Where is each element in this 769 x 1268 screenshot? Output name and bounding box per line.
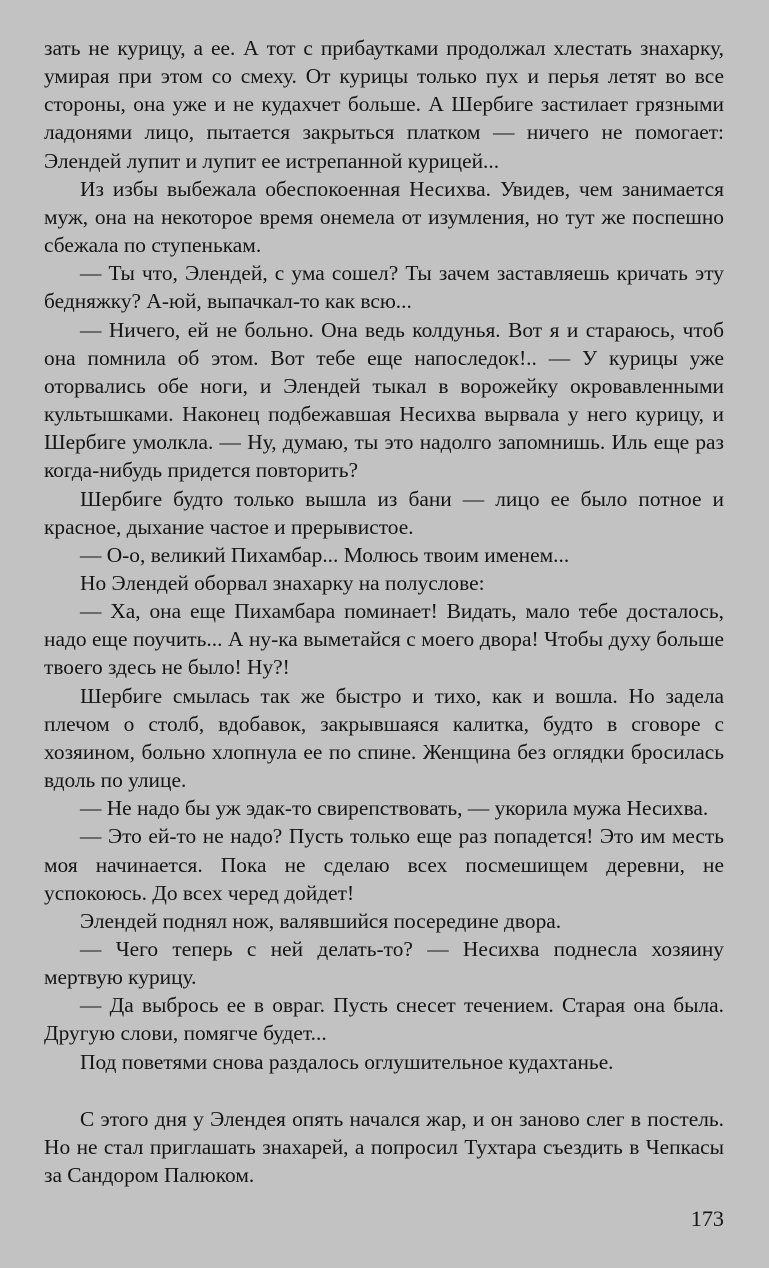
- paragraph: Из избы выбежала обеспокоенная Несихва. Увидев, чем занимается муж, она на некоторое время онемела от изумления, но тут же поспешно сбежала по ступенькам.: [44, 176, 724, 258]
- paragraph: С этого дня у Элендея опять начался жар, и он заново слег в постель. Но не стал приглашать знахарей, а попросил Тухтара съездить в Чепкасы за Сандором Палюком.: [44, 1106, 724, 1188]
- paragraph: зать не курицу, а ее. А тот с прибаутками продолжал хлестать знахарку, умирая при этом со смеху. От курицы только пух и перья летят во все стороны, она уже и не кудахчет больше. А Шербиге застилает грязными ладонями лицо, пытается закрыться платком — ничего не помогает: Элендей лупит и лупит ее истрепанной курицей...: [44, 36, 724, 173]
- paragraph: — Чего теперь с ней делать-то? — Несихва поднесла хозяину мертвую курицу.: [44, 937, 724, 990]
- paragraph: Под поветями снова раздалось оглушительное кудахтанье.: [80, 1049, 614, 1074]
- body-text: [44, 34, 724, 1189]
- paragraph: — Ничего, ей не больно. Она ведь колдунья. Вот я и стараюсь, чтоб она помнила об этом. Вот тебе еще напоследок!.. — У курицы уже оторвались обе ноги, и Элендей тыкал в ворожейку окровавленными культышками. Наконец подбежавшая Несихва вырвала у него курицу, и Шербиге умолкла. — Ну, думаю, ты это надолго запомнишь. Иль еще раз когда-нибудь придется повторить?: [44, 317, 724, 483]
- paragraph: — Ты что, Элендей, с ума сошел? Ты зачем заставляешь кричать эту бедняжку? А-юй, выпачкал-то как всю...: [44, 261, 724, 314]
- paragraph: — Да выбрось ее в овраг. Пусть снесет течением. Старая она была. Другую слови, помягче будет...: [44, 993, 724, 1046]
- paragraph: — О-о, великий Пихамбар... Молюсь твоим именем...: [80, 542, 570, 567]
- paragraph: — Не надо бы уж эдак-то свирепствовать, — укорила мужа Несихва.: [80, 796, 709, 821]
- page-number: 173: [690, 1206, 724, 1231]
- paragraph: Шербиге будто только вышла из бани — лицо ее было потное и красное, дыхание частое и прерывистое.: [44, 486, 724, 539]
- paragraph: Шербиге смылась так же быстро и тихо, как и вошла. Но задела плечом о столб, вдобавок, закрывшаяся калитка, будто в сговоре с хозяином, больно хлопнула ее по спине. Женщина без оглядки бросилась вдоль по улице.: [44, 683, 724, 793]
- paragraph: Элендей поднял нож, валявшийся посередине двора.: [80, 908, 562, 933]
- paragraph: — Это ей-то не надо? Пусть только еще раз попадется! Это им месть моя начинается. Пока не сделаю всех посмешищем деревни, не успокоюсь. До всех черед дойдет!: [44, 824, 724, 905]
- paragraph: — Ха, она еще Пихамбара поминает! Видать, мало тебе досталось, надо еще поучить... А ну-ка выметайся с моего двора! Чтобы духу больше твоего здесь не было! Ну?!: [44, 599, 724, 680]
- paragraph: Но Элендей оборвал знахарку на полуслове:: [80, 570, 485, 595]
